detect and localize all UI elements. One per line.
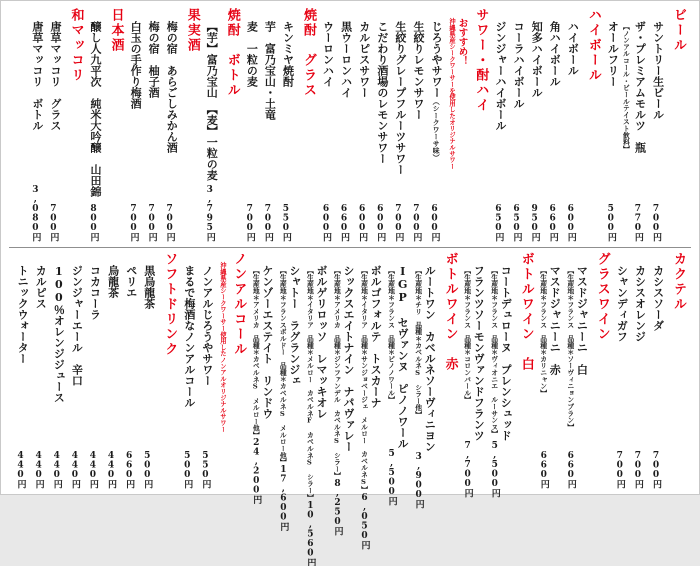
menu-bottom-half: [9, 252, 689, 566]
item-price: 440円: [69, 451, 80, 488]
section-header: ハイボール: [585, 8, 601, 83]
item-name: 烏龍茶: [106, 265, 120, 298]
item-price: 700円: [393, 204, 404, 241]
item-name: ジンジャーエール 辛口: [70, 265, 84, 386]
promo-text: 沖縄県産シークワーサーを使用したオリジナルサワー: [448, 18, 456, 170]
item-price: 700円: [650, 204, 661, 241]
item-text: [537, 265, 563, 396]
menu-item: [491, 8, 508, 241]
item-name: シャンディガフ: [615, 265, 629, 342]
item-name: 黒烏龍茶: [142, 265, 156, 309]
section-header: グラスワイン: [594, 252, 610, 342]
menu-section: [86, 8, 122, 241]
item-text: [163, 21, 180, 153]
item-price: 440円: [51, 451, 62, 488]
item-note: 【生産地＊フランス 品種＊カリニャン】: [538, 267, 547, 397]
menu-item: [163, 8, 180, 241]
item-price: 5,500円: [386, 449, 397, 505]
menu-item: [613, 252, 630, 488]
item-name: 唐草マッコリ ボトル: [30, 21, 44, 131]
item-name: ジンジャーハイボール: [494, 21, 507, 131]
item-text: [546, 21, 563, 87]
section-header: 和マッコリ: [68, 8, 84, 83]
item-text: [337, 21, 354, 98]
menu-item: [249, 252, 275, 504]
item-price: 440円: [87, 451, 98, 488]
item-price: 500円: [605, 204, 616, 241]
item-price: 3,900円: [413, 452, 424, 508]
item-name: シックスエイトナイン ナパヴァレー: [342, 265, 356, 452]
menu-item: [355, 8, 372, 241]
menu-item: [46, 8, 63, 241]
menu-item: [649, 252, 666, 488]
item-name: 【芋】富乃宝山 【麦】一粒の麦: [205, 21, 219, 181]
item-text: [461, 265, 487, 441]
menu-item: [337, 8, 354, 241]
menu-item: [68, 252, 85, 488]
menu-section: [28, 8, 82, 241]
item-price: 700円: [128, 204, 139, 241]
menu-item: [330, 252, 356, 535]
item-note: 【生産地＊イタリア 品種＊サンジョベージェ メルロー カベルネS】: [359, 267, 368, 493]
item-note: 【生産地＊イタリア 品種＊メルロー カベルネF カベルネS シラー】: [305, 267, 314, 501]
item-text: [86, 265, 103, 320]
item-name: コカコーラ: [88, 265, 102, 320]
menu-item: [488, 252, 514, 497]
item-name: マスドジャニーニ 白: [575, 265, 589, 375]
item-price: 550円: [280, 204, 291, 241]
item-text: [391, 21, 408, 175]
item-text: [122, 265, 139, 298]
item-name: 白玉の手作り梅酒: [129, 21, 143, 109]
item-price: 8,250円: [332, 479, 343, 535]
item-text: [243, 21, 260, 87]
item-text: [373, 21, 390, 164]
item-text: [428, 21, 445, 161]
menu-item: [122, 252, 139, 488]
item-name: 角ハイボール: [548, 21, 562, 87]
item-name: キンミヤ焼酎: [281, 21, 295, 87]
menu-item: [14, 252, 31, 488]
menu-item: [86, 252, 103, 488]
item-price: 24,200円: [251, 438, 262, 504]
item-name: 梅の宿 柚子酒: [147, 21, 161, 98]
item-text: [216, 262, 226, 432]
menu-section: [491, 8, 599, 241]
item-price: 800円: [88, 204, 99, 241]
item-text: [330, 265, 356, 479]
item-name: 醸し人九平次 純米大吟醸 山田錦: [89, 21, 103, 197]
item-price: 950円: [529, 204, 540, 241]
menu-section: [14, 252, 177, 488]
menu-item: [412, 252, 438, 508]
item-price: 700円: [411, 204, 422, 241]
menu-item: [428, 8, 445, 241]
section-header: 果実酒: [184, 8, 200, 53]
menu-item: [358, 252, 384, 549]
item-name: ハイボール: [566, 21, 580, 76]
item-text: [491, 21, 508, 131]
section-header: 日本酒: [108, 8, 124, 53]
item-price: 700円: [650, 451, 661, 488]
item-name: IGP セヴァンヌ ピノノワール: [396, 265, 410, 449]
menu-item: [279, 8, 296, 241]
menu-item: [391, 8, 408, 241]
item-name: ウーロンハイ: [321, 21, 335, 87]
menu-item: [649, 8, 666, 241]
item-text: [319, 21, 336, 87]
item-note: 【生産地＊フランス 品種＊ピノノワール】: [386, 267, 395, 403]
item-text: [14, 265, 31, 364]
item-name: 知多ハイボール: [530, 21, 544, 98]
item-price: 500円: [182, 451, 193, 488]
item-name: コーラハイボール: [512, 21, 526, 109]
item-price: 600円: [357, 204, 368, 241]
menu-section: [604, 8, 685, 241]
item-price: 7,700円: [462, 441, 473, 497]
item-price: 500円: [142, 451, 153, 488]
item-name: コートデュローヌ プレンシュッド: [499, 265, 513, 441]
item-price: 3,795円: [204, 185, 215, 241]
item-note: 【生産地＊チリ 品種＊カベルネS シラー他】: [413, 267, 422, 418]
item-price: 650円: [511, 204, 522, 241]
item-name: オールフリー: [606, 21, 620, 87]
item-name: サントリー生ビール: [651, 21, 665, 120]
menu-item: [104, 252, 121, 488]
item-text: [50, 265, 67, 403]
item-name: ペリエ: [124, 265, 138, 298]
item-price: 5,500円: [489, 441, 500, 497]
item-name: 梅の宿 あらごしみかん酒: [165, 21, 179, 153]
item-text: [145, 21, 162, 98]
menu-item: [32, 252, 49, 488]
item-text: [385, 265, 411, 449]
item-name: こだわり酒場のレモンサワー: [375, 21, 389, 164]
item-price: 660円: [565, 451, 576, 488]
menu-item: [510, 8, 527, 241]
item-text: [126, 21, 143, 109]
item-name: ケンゾーエステイト リンドウ: [260, 265, 274, 419]
menu-item: [385, 252, 411, 505]
item-text: [412, 265, 438, 452]
item-name: カルピスサワー: [357, 21, 371, 98]
item-text: [140, 265, 157, 309]
section-header: ボトルワイン 赤: [442, 252, 458, 372]
menu-item: [261, 8, 278, 241]
item-price: 770円: [632, 204, 643, 241]
item-price: 660円: [339, 204, 350, 241]
item-price: 17,600円: [278, 465, 289, 531]
item-name: まるで梅酒なノンアルコール: [182, 265, 196, 408]
item-price: 440円: [106, 451, 117, 488]
menu-section: [613, 252, 685, 488]
item-text: [631, 21, 648, 153]
menu-section: [180, 252, 245, 488]
item-name: カシスソーダ: [651, 265, 665, 331]
section-header: ビール: [671, 8, 686, 53]
menu-item: [140, 252, 157, 488]
item-text: [198, 265, 215, 386]
item-price: 700円: [244, 204, 255, 241]
menu-item: [564, 8, 581, 241]
menu-item: [180, 252, 197, 488]
promo-text: 沖縄県産シークワーサー使用したノンアルオリジナルサワー: [218, 262, 226, 433]
menu-item: [537, 252, 563, 488]
item-name: 黒ウーロンハイ: [339, 21, 353, 98]
item-price: 600円: [565, 204, 576, 241]
item-price: 700円: [262, 204, 273, 241]
item-price: 700円: [614, 451, 625, 488]
menu-section: [126, 8, 198, 241]
menu-item: [546, 8, 563, 241]
menu-item: [276, 252, 302, 531]
item-text: [631, 265, 648, 342]
menu-item: [631, 8, 648, 241]
item-price: 600円: [375, 204, 386, 241]
menu-section: [249, 252, 458, 566]
item-text: [28, 21, 45, 131]
item-price: 3,080円: [30, 185, 41, 241]
item-text: [32, 265, 49, 309]
item-text: [510, 21, 527, 109]
item-text: [355, 21, 372, 98]
menu-item: [461, 252, 487, 497]
item-text: [488, 265, 514, 441]
item-name: フランツソーモンヴァンドフランツ: [472, 265, 486, 441]
menu-item: [203, 8, 220, 241]
menu-section: [537, 252, 609, 488]
promo-item: [446, 8, 469, 241]
item-name: 100％オレンジジュース: [52, 265, 66, 403]
item-text: [104, 265, 121, 298]
item-name: シャトー ラグランジェ: [287, 265, 301, 386]
item-price: 660円: [124, 451, 135, 488]
item-price: 600円: [320, 204, 331, 241]
menu-item: [409, 8, 426, 241]
section-divider: [9, 247, 691, 248]
item-price: 700円: [164, 204, 175, 241]
item-name: ボルゴフォルテ トスカーナ: [369, 265, 383, 408]
menu-item: [528, 8, 545, 241]
item-text: [68, 265, 85, 386]
menu-top-half: [9, 8, 689, 241]
item-text: [358, 265, 384, 493]
item-price: 600円: [429, 204, 440, 241]
promo-text: おすすめ！: [456, 18, 468, 66]
item-price: 700円: [146, 204, 157, 241]
item-price: 10,560円: [305, 500, 316, 566]
menu-item: [28, 8, 45, 241]
menu-item: [198, 252, 215, 488]
item-text: [528, 21, 545, 98]
item-text: [261, 21, 278, 120]
item-price: 440円: [15, 451, 26, 488]
item-text: [564, 265, 590, 430]
item-price: 700円: [48, 204, 59, 241]
item-text: [249, 265, 275, 438]
item-note: 【生産地＊アメリカ 品種＊カベルネS メルロー他】: [251, 267, 260, 439]
menu-item: [303, 252, 329, 566]
item-name: ボルゲリロッソ レマッキオレ: [314, 265, 328, 419]
item-name: 生絞りグレープフルーツサワー: [393, 21, 407, 175]
menu-item: [126, 8, 143, 241]
item-text: [564, 21, 581, 76]
item-name: カルピス: [34, 265, 48, 309]
item-note: 【生産地＊フランス 品種＊コロンバール】: [462, 267, 471, 403]
section-header: ソフトドリンク: [162, 252, 178, 357]
menu-section: [203, 8, 239, 241]
item-text: [180, 265, 197, 408]
menu-item: [604, 8, 630, 241]
item-name: 芋 富乃宝山・土竜: [263, 21, 277, 120]
menu-section: [319, 8, 487, 241]
item-price: 440円: [33, 451, 44, 488]
item-note: 【ノンアルコール・ビールテイスト飲料】: [621, 23, 630, 153]
promo-item: [216, 252, 226, 488]
item-name: ノンアルじろうやサワー: [200, 265, 214, 386]
item-name: トニックウォーター: [16, 265, 30, 364]
item-text: [649, 265, 666, 331]
item-price: 650円: [493, 204, 504, 241]
menu-section: [461, 252, 534, 497]
item-name: 生絞りレモンサワー: [412, 21, 426, 120]
menu-item: [145, 8, 162, 241]
item-text: [279, 21, 296, 87]
item-text: [46, 21, 63, 131]
item-text: [613, 265, 630, 342]
item-note: 【生産地＊アメリカ 品種＊ジンファンデル カベルネS シラー】: [332, 267, 341, 479]
item-text: [276, 265, 302, 465]
item-text: [649, 21, 666, 120]
item-name: ザ・プレミアムモルツ 瓶: [633, 21, 647, 153]
item-text: [303, 265, 329, 501]
menu-item: [631, 252, 648, 488]
section-header: 焼酎 グラス: [300, 8, 316, 98]
section-header: ノンアルコール: [231, 252, 247, 357]
item-note: 【生産地＊フランス 品種＊ヴィオニエ ルーサンヌ】: [489, 267, 498, 437]
menu-item: [564, 252, 590, 488]
item-name: ルートワン カベルネソーヴィニヨン: [423, 265, 437, 452]
menu-section: [243, 8, 315, 241]
item-name-suffix: （シークワーサ味）: [432, 98, 442, 161]
section-header: 焼酎 ボトル: [224, 8, 240, 98]
menu-item: [86, 8, 103, 241]
section-header: サワー・酎ハイ: [473, 8, 489, 113]
item-name: カシスオレンジ: [633, 265, 647, 342]
item-price: 700円: [632, 451, 643, 488]
item-name: マスドジャニーニ 赤: [548, 265, 562, 375]
item-price: 550円: [200, 451, 211, 488]
item-name: 唐草マッコリ グラス: [49, 21, 63, 131]
item-price: 660円: [538, 451, 549, 488]
item-text: [446, 18, 469, 169]
item-price: 660円: [547, 204, 558, 241]
item-name: 麦 一粒の麦: [245, 21, 259, 87]
item-note: 【生産地＊フランスボルドー 品種＊カベルネS メルロー他】: [278, 267, 287, 466]
item-text: [604, 21, 630, 152]
section-header: カクテル: [671, 252, 686, 312]
section-header: ボトルワイン 白: [518, 252, 534, 372]
menu-item: [373, 8, 390, 241]
menu-item: [243, 8, 260, 241]
item-text: [203, 21, 220, 181]
item-price: 6,050円: [359, 492, 370, 549]
menu-item: [50, 252, 67, 488]
item-name: じろうやサワー（シークワーサ味）: [430, 21, 444, 161]
menu-item: [319, 8, 336, 241]
item-note: 【生産地＊フランス 品種＊ソーヴィニョンブラン】: [565, 267, 574, 431]
item-text: [409, 21, 426, 120]
item-text: [86, 21, 103, 197]
